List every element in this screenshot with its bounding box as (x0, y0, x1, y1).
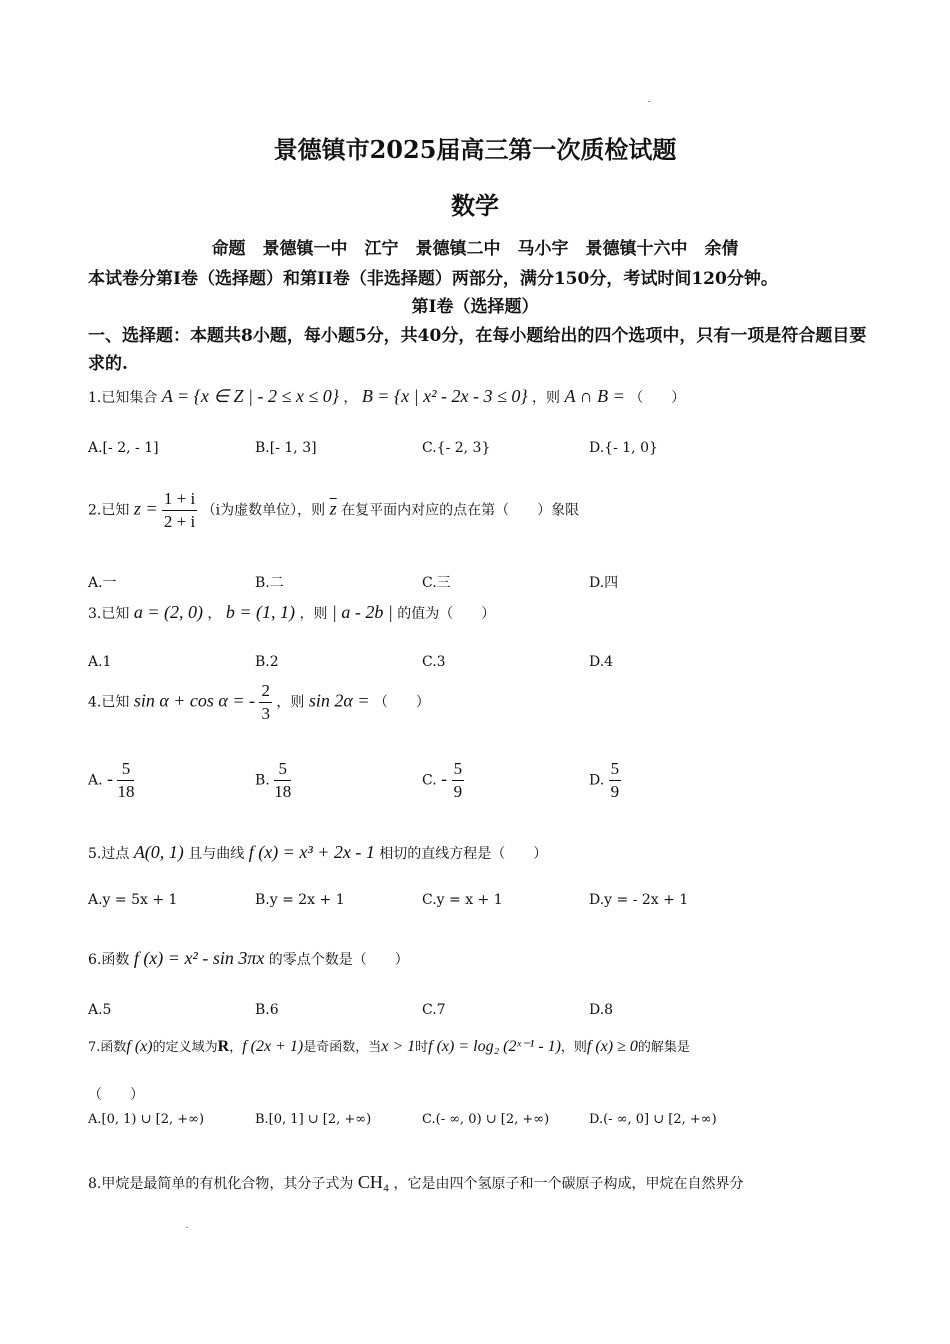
math-expression: f (x) = x³ + 2x - 1 (248, 842, 375, 862)
section-heading: 一、选择题：本题共8小题，每小题5分，共40分，在每小题给出的四个选项中，只有一项是符合题目要求的. (88, 326, 867, 374)
volume-heading: 第I卷（选择题） (411, 297, 539, 317)
exam-subject: 数学 (451, 191, 499, 220)
option-label: D. (589, 772, 605, 789)
fraction (259, 680, 272, 725)
option-d: D.y = - 2x + 1 (589, 892, 689, 908)
fraction-denominator: 3 (261, 704, 270, 723)
option-d (589, 758, 621, 803)
fraction-numerator: 5 (609, 758, 622, 781)
math-expression: A(0, 1) (133, 842, 184, 862)
option-c (422, 758, 464, 803)
question-stem: 是奇函数，当 (303, 1040, 382, 1055)
math-expression: f (x) (126, 1038, 153, 1055)
question-stem: ，则 (560, 1040, 587, 1055)
question-stem: 7.函数 (88, 1040, 127, 1055)
question-stem: 时 (415, 1040, 429, 1055)
question-7 (88, 1036, 868, 1056)
math-expression: $\overline{z}$ (329, 498, 337, 519)
option-c: C.{- 2, 3} (422, 440, 491, 456)
option-c: C.3 (422, 654, 446, 670)
option-b (255, 758, 291, 803)
question-stem: 6.函数 (88, 952, 130, 968)
option-b: B.6 (255, 1002, 279, 1018)
math-expression: B = {x | x² - 2x - 3 ≤ 0} (361, 386, 528, 406)
separator: ， (229, 1040, 243, 1055)
math-expression: A = {x ∈ Z | - 2 ≤ x ≤ 0} (161, 386, 339, 406)
option-label: C. (422, 772, 437, 789)
separator: ， (343, 390, 358, 406)
question-stem: 的值为（ ） (397, 606, 496, 622)
fraction-denominator: 9 (610, 782, 620, 801)
option-d: D.8 (589, 1002, 614, 1018)
option-b: B.2 (255, 654, 279, 670)
scan-speck (186, 1227, 188, 1228)
math-expression: f (x) = log₂ (2ˣ⁻¹ - 1) (428, 1038, 561, 1055)
question-stem: 在复平面内对应的点在第（ ）象限 (341, 502, 580, 519)
question-stem: ，则 (531, 390, 560, 406)
math-expression: A ∩ B = (564, 386, 625, 406)
question-8 (88, 1172, 868, 1193)
math-expression: f (x) ≥ 0 (586, 1038, 638, 1055)
separator: ， (207, 606, 222, 622)
question-6 (88, 948, 868, 969)
question-stem: 的零点个数是（ ） (268, 952, 409, 968)
fraction (609, 758, 622, 803)
option-c: C.三 (422, 575, 451, 591)
math-expression: a = (2, 0) (133, 602, 203, 622)
question-3 (88, 602, 868, 623)
answer-blank: （ ） (88, 1087, 144, 1103)
option-a: A.5 (88, 1002, 112, 1018)
answer-blank: （ ） (629, 390, 686, 406)
question-stem: ，则 (276, 694, 305, 711)
answer-blank: （ ） (373, 694, 430, 711)
math-expression: sin 2α = (308, 690, 370, 711)
question-stem: 的解集是 (637, 1040, 690, 1055)
fraction-denominator: 9 (453, 782, 463, 801)
question-stem: ，它是由四个氢原子和一个碳原子构成，甲烷在自然界分 (393, 1176, 744, 1192)
fraction (117, 758, 134, 803)
question-stem: ，则 (299, 606, 328, 622)
question-5 (88, 842, 868, 863)
option-b: B.[0, 1] ∪ [2, +∞) (255, 1112, 372, 1127)
option-sign: - (107, 768, 114, 789)
fraction-numerator: 5 (117, 758, 134, 781)
math-expression: sin α + cos α = - (133, 690, 255, 711)
option-b: B.[- 1, 3] (255, 440, 317, 456)
option-a: A.[0, 1) ∪ [2, +∞) (88, 1112, 205, 1127)
fraction-numerator: 1 + i (162, 488, 197, 511)
math-expression: z = (133, 498, 158, 519)
math-expression: | a - 2b | (331, 602, 393, 622)
scan-speck (648, 101, 650, 102)
math-expression: f (x) = x² - sin 3πx (133, 948, 265, 968)
math-expression: R (217, 1038, 230, 1055)
option-a: A.1 (88, 654, 112, 670)
option-b: B.二 (255, 575, 284, 591)
question-2 (88, 488, 868, 533)
question-stem: 8.甲烷是最简单的有机化合物，其分子式为 (88, 1176, 354, 1192)
question-4 (88, 680, 868, 725)
option-a: A.一 (88, 575, 117, 591)
fraction (452, 758, 465, 803)
option-d: D.{- 1, 0} (589, 440, 658, 456)
question-stem: 且与曲线 (188, 846, 245, 862)
option-label: A. (88, 772, 103, 789)
question-stem: 3.已知 (88, 606, 130, 622)
option-d: D.4 (589, 654, 614, 670)
option-c: C.7 (422, 1002, 446, 1018)
math-expression: x > 1 (381, 1038, 416, 1055)
question-stem: 2.已知 (88, 502, 130, 519)
fraction-denominator: 18 (117, 782, 135, 801)
exam-title: 景德镇市2025届高三第一次质检试题 (273, 135, 677, 164)
option-b: B.y = 2x + 1 (255, 892, 345, 908)
option-c: C.y = x + 1 (422, 892, 503, 908)
fraction-numerator: 2 (259, 680, 272, 703)
question-stem: （i为虚数单位），则 (201, 502, 326, 519)
option-d: D.(- ∞, 0] ∪ [2, +∞) (589, 1112, 717, 1127)
option-d: D.四 (589, 575, 619, 591)
question-stem: 的定义域为 (152, 1040, 218, 1055)
question-stem: 5.过点 (88, 846, 130, 862)
option-a: A.[- 2, - 1] (88, 440, 159, 456)
fraction-numerator: 5 (452, 758, 465, 781)
fraction (274, 758, 291, 803)
question-stem: 相切的直线方程是（ ） (379, 846, 548, 862)
option-c: C.(- ∞, 0) ∪ [2, +∞) (422, 1112, 550, 1127)
exam-notice: 本试卷分第I卷（选择题）和第II卷（非选择题）两部分，满分150分，考试时间120分钟。 (88, 269, 778, 289)
math-expression: f (2x + 1) (242, 1038, 304, 1055)
question-stem: 1.已知集合 (88, 390, 158, 406)
fraction-denominator: 18 (274, 782, 292, 801)
option-sign: - (441, 768, 448, 789)
question-stem: 4.已知 (88, 694, 130, 711)
question-7-blank (88, 1084, 868, 1104)
fraction-numerator: 5 (274, 758, 291, 781)
option-a: A.y = 5x + 1 (88, 892, 178, 908)
math-expression: CH₄ (357, 1172, 390, 1192)
question-1 (88, 386, 868, 407)
exam-authors: 命题 景德镇一中 江宁 景德镇二中 马小宇 景德镇十六中 余倩 (211, 239, 739, 259)
option-a (88, 758, 134, 803)
fraction (162, 488, 197, 533)
fraction-denominator: 2 + i (163, 512, 196, 531)
option-label: B. (255, 772, 270, 789)
math-expression: b = (1, 1) (225, 602, 295, 622)
